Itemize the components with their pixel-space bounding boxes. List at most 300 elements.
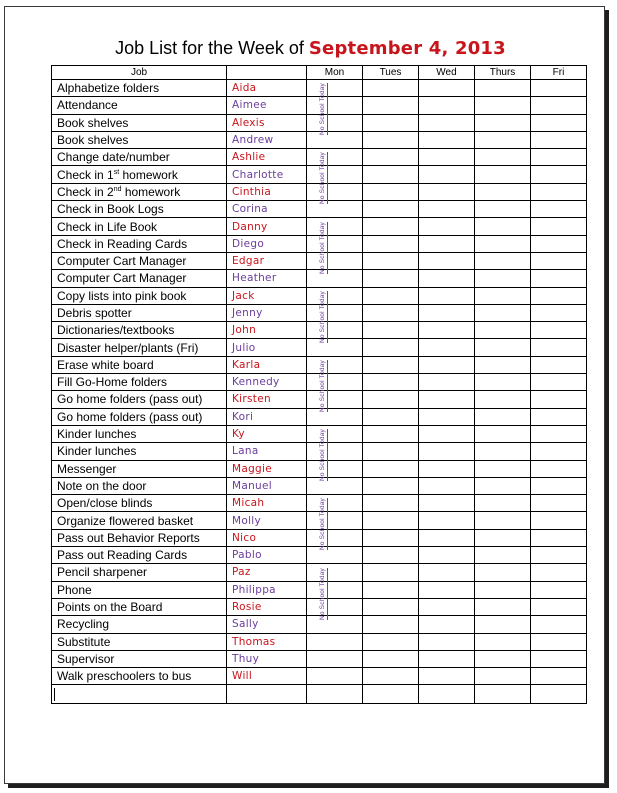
fri-cell[interactable]	[531, 131, 587, 148]
thurs-cell[interactable]	[475, 581, 531, 598]
fri-cell[interactable]	[531, 495, 587, 512]
mon-cell[interactable]	[307, 429, 363, 482]
thurs-cell[interactable]	[475, 391, 531, 408]
job-cell[interactable]: Change date/number	[52, 149, 227, 166]
thurs-cell[interactable]	[475, 616, 531, 633]
col-header-thurs: Thurs	[475, 66, 531, 80]
wed-cell[interactable]	[419, 287, 475, 304]
tues-cell[interactable]	[363, 616, 419, 633]
job-cell[interactable]: Points on the Board	[52, 598, 227, 615]
blank-cell[interactable]	[531, 685, 587, 704]
tues-cell[interactable]	[363, 408, 419, 425]
mon-cell[interactable]	[307, 547, 363, 564]
tues-cell[interactable]	[363, 495, 419, 512]
tues-cell[interactable]	[363, 80, 419, 97]
job-cell[interactable]: Kinder lunches	[52, 425, 227, 442]
thurs-cell[interactable]	[475, 460, 531, 477]
job-cell[interactable]: Note on the door	[52, 477, 227, 494]
student-name-cell[interactable]: Pablo	[227, 547, 307, 564]
mon-cell[interactable]	[307, 425, 363, 442]
no-school-note: No School Today	[319, 498, 326, 551]
student-name-cell[interactable]: Will	[227, 668, 307, 685]
table-row	[52, 408, 587, 425]
mon-cell[interactable]	[307, 83, 363, 136]
thurs-cell[interactable]	[475, 339, 531, 356]
table-row	[52, 668, 587, 685]
no-school-note: No School Today	[319, 567, 326, 620]
title-prefix: Job List for the Week of	[115, 38, 309, 58]
job-cell[interactable]: Check in 1st homework	[52, 166, 227, 183]
table-row	[52, 166, 587, 183]
tues-cell[interactable]	[363, 252, 419, 269]
student-name-cell[interactable]: Manuel	[227, 477, 307, 494]
page-title	[5, 37, 616, 60]
wed-cell[interactable]	[419, 131, 475, 148]
thurs-cell[interactable]	[475, 218, 531, 235]
student-name-cell[interactable]: Corina	[227, 201, 307, 218]
fri-cell[interactable]	[531, 287, 587, 304]
table-row	[52, 581, 587, 598]
fri-cell[interactable]	[531, 477, 587, 494]
tues-cell[interactable]	[363, 391, 419, 408]
blank-job-cell[interactable]	[52, 685, 227, 704]
student-name-cell[interactable]: Philippa	[227, 581, 307, 598]
tues-cell[interactable]	[363, 477, 419, 494]
student-name-cell[interactable]: Ky	[227, 425, 307, 442]
mon-cell[interactable]	[307, 221, 363, 274]
no-school-note: No School Today	[319, 152, 326, 205]
text-cursor	[54, 688, 55, 701]
tues-cell[interactable]	[363, 512, 419, 529]
tues-cell[interactable]	[363, 460, 419, 477]
mon-cell[interactable]	[307, 183, 363, 200]
mon-cell[interactable]	[307, 668, 363, 685]
mon-cell[interactable]	[307, 616, 363, 633]
student-name-cell[interactable]: Heather	[227, 270, 307, 287]
student-name-cell[interactable]: Aimee	[227, 97, 307, 114]
student-name-cell[interactable]: Edgar	[227, 252, 307, 269]
student-name-cell[interactable]: Kirsten	[227, 391, 307, 408]
table-row	[52, 201, 587, 218]
table-header-row	[52, 66, 587, 80]
job-cell[interactable]: Erase white board	[52, 356, 227, 373]
mon-cell[interactable]	[307, 650, 363, 667]
fri-cell[interactable]	[531, 80, 587, 97]
mon-cell[interactable]	[307, 339, 363, 356]
wed-cell[interactable]	[419, 322, 475, 339]
table-body	[52, 80, 587, 704]
job-cell[interactable]: Recycling	[52, 616, 227, 633]
student-name-cell[interactable]: Thuy	[227, 650, 307, 667]
wed-cell[interactable]	[419, 97, 475, 114]
student-name-cell[interactable]: Nico	[227, 529, 307, 546]
tues-cell[interactable]	[363, 529, 419, 546]
wed-cell[interactable]	[419, 443, 475, 460]
job-cell[interactable]: Fill Go-Home folders	[52, 374, 227, 391]
col-header-tues: Tues	[363, 66, 419, 80]
mon-cell[interactable]	[307, 152, 363, 205]
table-row	[52, 304, 587, 321]
thurs-cell[interactable]	[475, 322, 531, 339]
fri-cell[interactable]	[531, 201, 587, 218]
mon-cell[interactable]	[307, 498, 363, 551]
mon-cell[interactable]	[307, 218, 363, 235]
wed-cell[interactable]	[419, 460, 475, 477]
job-cell[interactable]: Alphabetize folders	[52, 80, 227, 97]
wed-cell[interactable]	[419, 391, 475, 408]
fri-cell[interactable]	[531, 529, 587, 546]
fri-cell[interactable]	[531, 668, 587, 685]
wed-cell[interactable]	[419, 166, 475, 183]
tues-cell[interactable]	[363, 270, 419, 287]
fri-cell[interactable]	[531, 650, 587, 667]
tues-cell[interactable]	[363, 201, 419, 218]
job-cell[interactable]: Check in 2nd homework	[52, 183, 227, 200]
student-name-cell[interactable]: Danny	[227, 218, 307, 235]
thurs-cell[interactable]	[475, 512, 531, 529]
table-row	[52, 616, 587, 633]
thurs-cell[interactable]	[475, 408, 531, 425]
mon-cell[interactable]	[307, 564, 363, 581]
fri-cell[interactable]	[531, 304, 587, 321]
job-cell[interactable]: Check in Reading Cards	[52, 235, 227, 252]
job-cell[interactable]: Book shelves	[52, 114, 227, 131]
fri-cell[interactable]	[531, 97, 587, 114]
thurs-cell[interactable]	[475, 97, 531, 114]
wed-cell[interactable]	[419, 235, 475, 252]
wed-cell[interactable]	[419, 218, 475, 235]
job-cell[interactable]: Open/close blinds	[52, 495, 227, 512]
thurs-cell[interactable]	[475, 598, 531, 615]
fri-cell[interactable]	[531, 408, 587, 425]
student-name-cell[interactable]: Cinthia	[227, 183, 307, 200]
thurs-cell[interactable]	[475, 183, 531, 200]
mon-cell[interactable]	[307, 131, 363, 148]
thurs-cell[interactable]	[475, 668, 531, 685]
tues-cell[interactable]	[363, 443, 419, 460]
thurs-cell[interactable]	[475, 564, 531, 581]
fri-cell[interactable]	[531, 581, 587, 598]
fri-cell[interactable]	[531, 339, 587, 356]
job-cell[interactable]: Disaster helper/plants (Fri)	[52, 339, 227, 356]
thurs-cell[interactable]	[475, 443, 531, 460]
mon-cell[interactable]	[307, 114, 363, 131]
mon-cell[interactable]	[307, 391, 363, 408]
fri-cell[interactable]	[531, 270, 587, 287]
mon-cell[interactable]	[307, 149, 363, 166]
tues-cell[interactable]	[363, 114, 419, 131]
blank-cell[interactable]	[419, 685, 475, 704]
table-row	[52, 633, 587, 650]
wed-cell[interactable]	[419, 183, 475, 200]
student-name-cell[interactable]: Ashlie	[227, 149, 307, 166]
student-name-cell[interactable]: Kennedy	[227, 374, 307, 391]
thurs-cell[interactable]	[475, 633, 531, 650]
student-name-cell[interactable]: Jack	[227, 287, 307, 304]
job-cell[interactable]: Walk preschoolers to bus	[52, 668, 227, 685]
mon-cell[interactable]	[307, 322, 363, 339]
job-cell[interactable]: Substitute	[52, 633, 227, 650]
job-cell[interactable]: Debris spotter	[52, 304, 227, 321]
no-school-note: No School Today	[319, 83, 326, 136]
tues-cell[interactable]	[363, 633, 419, 650]
wed-cell[interactable]	[419, 339, 475, 356]
job-cell[interactable]: Pass out Reading Cards	[52, 547, 227, 564]
tues-cell[interactable]	[363, 374, 419, 391]
job-cell[interactable]: Supervisor	[52, 650, 227, 667]
thurs-cell[interactable]	[475, 356, 531, 373]
mon-cell[interactable]	[307, 270, 363, 287]
title-date: September 4, 2013	[308, 38, 506, 59]
fri-cell[interactable]	[531, 598, 587, 615]
tues-cell[interactable]	[363, 564, 419, 581]
thurs-cell[interactable]	[475, 425, 531, 442]
table-row	[52, 131, 587, 148]
fri-cell[interactable]	[531, 183, 587, 200]
mon-cell[interactable]	[307, 201, 363, 218]
job-cell[interactable]: Go home folders (pass out)	[52, 408, 227, 425]
student-name-cell[interactable]: Molly	[227, 512, 307, 529]
mon-cell[interactable]	[307, 529, 363, 546]
job-cell[interactable]: Copy lists into pink book	[52, 287, 227, 304]
mon-cell[interactable]	[307, 477, 363, 494]
fri-cell[interactable]	[531, 218, 587, 235]
job-cell[interactable]: Go home folders (pass out)	[52, 391, 227, 408]
table-row	[52, 235, 587, 252]
table-row	[52, 183, 587, 200]
job-cell[interactable]: Check in Book Logs	[52, 201, 227, 218]
fri-cell[interactable]	[531, 149, 587, 166]
tues-cell[interactable]	[363, 668, 419, 685]
tues-cell[interactable]	[363, 547, 419, 564]
tues-cell[interactable]	[363, 166, 419, 183]
wed-cell[interactable]	[419, 408, 475, 425]
thurs-cell[interactable]	[475, 477, 531, 494]
thurs-cell[interactable]	[475, 529, 531, 546]
fri-cell[interactable]	[531, 564, 587, 581]
table-row	[52, 443, 587, 460]
blank-cell[interactable]	[307, 685, 363, 704]
job-cell[interactable]: Computer Cart Manager	[52, 270, 227, 287]
thurs-cell[interactable]	[475, 287, 531, 304]
fri-cell[interactable]	[531, 460, 587, 477]
thurs-cell[interactable]	[475, 131, 531, 148]
job-cell[interactable]: Attendance	[52, 97, 227, 114]
table-row	[52, 252, 587, 269]
student-name-cell[interactable]: Sally	[227, 616, 307, 633]
table-row	[52, 460, 587, 477]
student-name-cell[interactable]: Alexis	[227, 114, 307, 131]
wed-cell[interactable]	[419, 564, 475, 581]
fri-cell[interactable]	[531, 374, 587, 391]
wed-cell[interactable]	[419, 512, 475, 529]
wed-cell[interactable]	[419, 149, 475, 166]
thurs-cell[interactable]	[475, 304, 531, 321]
table-row	[52, 477, 587, 494]
thurs-cell[interactable]	[475, 547, 531, 564]
student-name-cell[interactable]: Kori	[227, 408, 307, 425]
table-row	[52, 322, 587, 339]
thurs-cell[interactable]	[475, 495, 531, 512]
mon-cell[interactable]	[307, 290, 363, 343]
thurs-cell[interactable]	[475, 201, 531, 218]
no-school-note: No School Today	[319, 221, 326, 274]
job-cell[interactable]: Pass out Behavior Reports	[52, 529, 227, 546]
job-cell[interactable]: Dictionaries/textbooks	[52, 322, 227, 339]
table-row	[52, 114, 587, 131]
mon-cell[interactable]	[307, 356, 363, 373]
student-name-cell[interactable]: Julio	[227, 339, 307, 356]
wed-cell[interactable]	[419, 547, 475, 564]
col-header-wed: Wed	[419, 66, 475, 80]
fri-cell[interactable]	[531, 633, 587, 650]
fri-cell[interactable]	[531, 166, 587, 183]
tues-cell[interactable]	[363, 218, 419, 235]
mon-cell[interactable]	[307, 633, 363, 650]
student-name-cell[interactable]: Karla	[227, 356, 307, 373]
tues-cell[interactable]	[363, 287, 419, 304]
fri-cell[interactable]	[531, 547, 587, 564]
col-header-fri: Fri	[531, 66, 587, 80]
wed-cell[interactable]	[419, 80, 475, 97]
tues-cell[interactable]	[363, 581, 419, 598]
job-cell[interactable]: Computer Cart Manager	[52, 252, 227, 269]
tues-cell[interactable]	[363, 235, 419, 252]
wed-cell[interactable]	[419, 650, 475, 667]
tues-cell[interactable]	[363, 149, 419, 166]
thurs-cell[interactable]	[475, 166, 531, 183]
job-cell[interactable]: Organize flowered basket	[52, 512, 227, 529]
thurs-cell[interactable]	[475, 270, 531, 287]
mon-cell[interactable]	[307, 598, 363, 615]
student-name-cell[interactable]: Charlotte	[227, 166, 307, 183]
col-header-job: Job	[52, 66, 227, 80]
wed-cell[interactable]	[419, 425, 475, 442]
table-row	[52, 339, 587, 356]
thurs-cell[interactable]	[475, 252, 531, 269]
thurs-cell[interactable]	[475, 80, 531, 97]
thurs-cell[interactable]	[475, 149, 531, 166]
mon-cell[interactable]	[307, 408, 363, 425]
wed-cell[interactable]	[419, 252, 475, 269]
fri-cell[interactable]	[531, 425, 587, 442]
wed-cell[interactable]	[419, 633, 475, 650]
fri-cell[interactable]	[531, 322, 587, 339]
wed-cell[interactable]	[419, 356, 475, 373]
wed-cell[interactable]	[419, 581, 475, 598]
wed-cell[interactable]	[419, 114, 475, 131]
table-row	[52, 374, 587, 391]
table-row-blank	[52, 685, 587, 704]
fri-cell[interactable]	[531, 391, 587, 408]
student-name-cell[interactable]: John	[227, 322, 307, 339]
blank-cell[interactable]	[475, 685, 531, 704]
tues-cell[interactable]	[363, 650, 419, 667]
tues-cell[interactable]	[363, 183, 419, 200]
job-cell[interactable]: Check in Life Book	[52, 218, 227, 235]
wed-cell[interactable]	[419, 201, 475, 218]
student-name-cell[interactable]: Thomas	[227, 633, 307, 650]
mon-cell[interactable]	[307, 80, 363, 97]
table-row	[52, 598, 587, 615]
table-row	[52, 270, 587, 287]
student-name-cell[interactable]: Jenny	[227, 304, 307, 321]
thurs-cell[interactable]	[475, 650, 531, 667]
job-cell[interactable]: Kinder lunches	[52, 443, 227, 460]
mon-cell[interactable]	[307, 495, 363, 512]
no-school-note: No School Today	[319, 290, 326, 343]
fri-cell[interactable]	[531, 616, 587, 633]
no-school-note: No School Today	[319, 360, 326, 413]
table-row	[52, 529, 587, 546]
student-name-cell[interactable]: Aida	[227, 80, 307, 97]
student-name-cell[interactable]: Maggie	[227, 460, 307, 477]
thurs-cell[interactable]	[475, 374, 531, 391]
wed-cell[interactable]	[419, 374, 475, 391]
tues-cell[interactable]	[363, 322, 419, 339]
wed-cell[interactable]	[419, 495, 475, 512]
wed-cell[interactable]	[419, 616, 475, 633]
fri-cell[interactable]	[531, 235, 587, 252]
tues-cell[interactable]	[363, 356, 419, 373]
fri-cell[interactable]	[531, 356, 587, 373]
student-name-cell[interactable]: Rosie	[227, 598, 307, 615]
student-name-cell[interactable]: Micah	[227, 495, 307, 512]
job-cell[interactable]: Messenger	[52, 460, 227, 477]
no-school-note: No School Today	[319, 429, 326, 482]
fri-cell[interactable]	[531, 114, 587, 131]
student-name-cell[interactable]: Andrew	[227, 131, 307, 148]
tues-cell[interactable]	[363, 339, 419, 356]
tues-cell[interactable]	[363, 97, 419, 114]
thurs-cell[interactable]	[475, 114, 531, 131]
tues-cell[interactable]	[363, 131, 419, 148]
fri-cell[interactable]	[531, 252, 587, 269]
job-cell[interactable]: Pencil sharpener	[52, 564, 227, 581]
mon-cell[interactable]	[307, 567, 363, 620]
student-name-cell[interactable]: Lana	[227, 443, 307, 460]
table-row	[52, 391, 587, 408]
mon-cell[interactable]	[307, 252, 363, 269]
wed-cell[interactable]	[419, 477, 475, 494]
job-cell[interactable]: Book shelves	[52, 131, 227, 148]
mon-cell[interactable]	[307, 360, 363, 413]
wed-cell[interactable]	[419, 529, 475, 546]
tues-cell[interactable]	[363, 425, 419, 442]
fri-cell[interactable]	[531, 443, 587, 460]
job-cell[interactable]: Phone	[52, 581, 227, 598]
mon-cell[interactable]	[307, 460, 363, 477]
table-row	[52, 650, 587, 667]
blank-cell[interactable]	[227, 685, 307, 704]
table-row	[52, 547, 587, 564]
student-name-cell[interactable]: Paz	[227, 564, 307, 581]
wed-cell[interactable]	[419, 270, 475, 287]
wed-cell[interactable]	[419, 598, 475, 615]
col-header-mon: Mon	[307, 66, 363, 80]
wed-cell[interactable]	[419, 668, 475, 685]
tues-cell[interactable]	[363, 304, 419, 321]
blank-cell[interactable]	[363, 685, 419, 704]
tues-cell[interactable]	[363, 598, 419, 615]
mon-cell[interactable]	[307, 287, 363, 304]
fri-cell[interactable]	[531, 512, 587, 529]
thurs-cell[interactable]	[475, 235, 531, 252]
wed-cell[interactable]	[419, 304, 475, 321]
table-row	[52, 512, 587, 529]
student-name-cell[interactable]: Diego	[227, 235, 307, 252]
job-table	[51, 65, 587, 704]
